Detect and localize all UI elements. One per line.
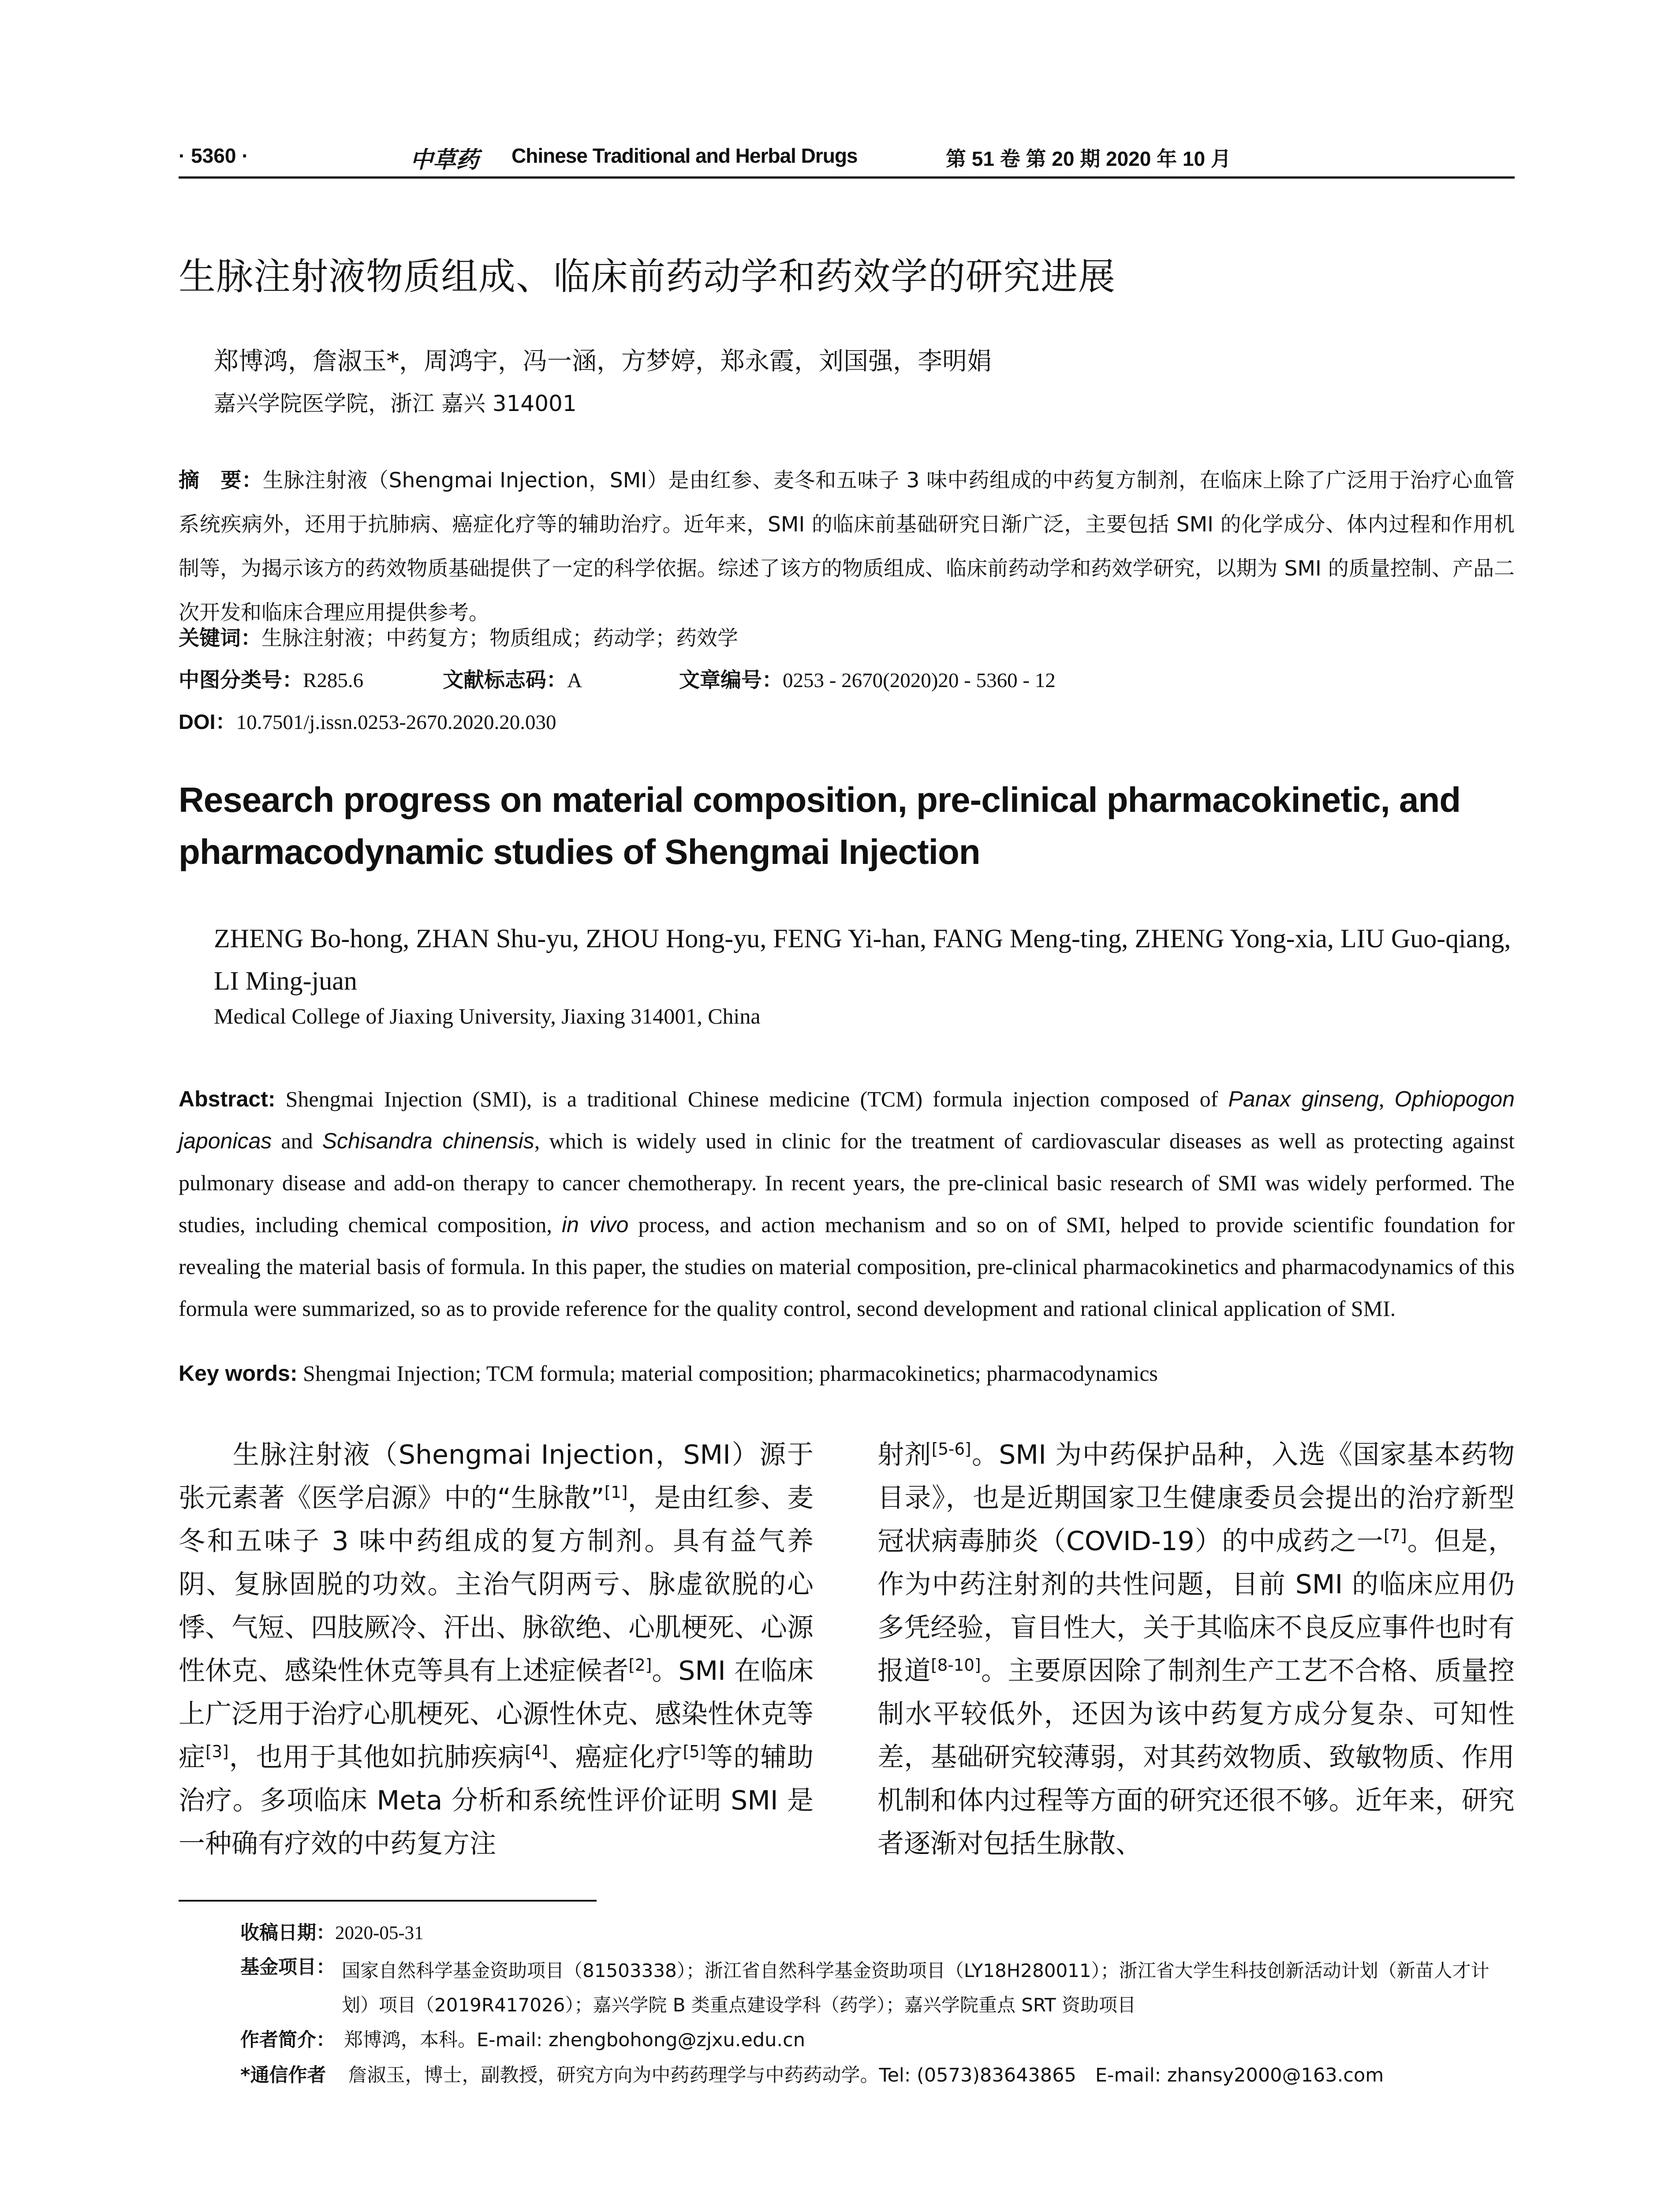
received-label: 收稿日期： <box>240 1922 335 1944</box>
doi-line <box>179 706 556 735</box>
species-panax: Panax ginseng <box>1228 1087 1379 1111</box>
abstract-en-part3: process, and action mechanism and so on of SMI, helped to provide scientific foundation for revealing the material basis of formula. In this paper, the studies on material composition, pre-clinical pharmacokinetics and pharmacodynamics of this formula were summarized, so as to provide reference for the quality control, second development and rational clinical application of SMI. <box>179 1212 1515 1321</box>
author-bio-label: 作者简介： <box>240 2029 335 2051</box>
running-header <box>179 140 1515 176</box>
abstract-en-sep: , <box>1378 1087 1385 1111</box>
body-column-left <box>179 1433 814 1865</box>
keywords-en-text: Shengmai Injection; TCM formula; material composition; pharmacokinetics; pharmacodynamics <box>303 1361 1158 1386</box>
keywords-en <box>179 1360 1158 1386</box>
header-rule <box>179 176 1515 179</box>
authors-en: ZHENG Bo-hong, ZHAN Shu-yu, ZHOU Hong-yu, FENG Yi-han, FANG Meng-ting, ZHENG Yong-xia, LIU Guo-qiang, LI Ming-juan <box>214 924 1511 995</box>
author-bio-value: 郑博鸿，本科。E-mail: zhengbohong@zjxu.edu.cn <box>344 2029 805 2051</box>
journal-name: Chinese Traditional and Herbal Drugs <box>511 144 858 167</box>
affiliation-cn: 嘉兴学院医学院，浙江 嘉兴 314001 <box>214 391 577 416</box>
body-right-s2: 。SMI 为中药保护品种，入选《国家基本药物目录》，也是近期国家卫生健康委员会提出的治疗新型冠状病毒肺炎（COVID-19）的中成药之一 <box>877 1439 1515 1557</box>
keywords-cn-label: 关键词： <box>179 626 261 650</box>
clc-label: 中图分类号： <box>179 668 303 692</box>
issue-info: 第 51 卷 第 20 期 2020 年 10 月 <box>946 147 1231 170</box>
doc-code-label: 文献标志码： <box>443 668 567 692</box>
footnote-corresponding <box>240 2062 1384 2089</box>
body-left-s5: 、癌症化疗 <box>548 1742 683 1773</box>
body-right-s4: 。主要原因除了制剂生产工艺不合格、质量控制水平较低外，还因为该中药复方成分复杂、可知性差，基础研究较薄弱，对其药效物质、致敏物质、作用机制和体内过程等方面的研究还很不够。近年来，研究者逐渐对包括生脉散、 <box>877 1656 1515 1859</box>
article-no-value: 0253 - 2670(2020)20 - 5360 - 12 <box>782 669 1056 692</box>
citation-5: [5] <box>683 1742 706 1761</box>
body-right-s3: 。但是，作为中药注射剂的共性问题，目前 SMI 的临床应用仍多凭经验，盲目性大，关于其临床不良反应事件也时有报道 <box>877 1526 1515 1686</box>
footnote-funding <box>240 1954 1515 2022</box>
citation-4: [4] <box>525 1742 548 1761</box>
body-right-s1: 射剂 <box>877 1439 932 1470</box>
body-left-s3: 。SMI 在临床上广泛用于治疗心肌梗死、心源性休克、感染性休克等症 <box>179 1656 814 1773</box>
footnote-received <box>240 1919 424 1947</box>
abstract-en-part2: , which is widely used in clinic for the treatment of cardiovascular diseases as well as protecting against pulmonary disease and add-on therapy to cancer chemotherapy. In recent years, the pre-clinical basic research of SMI was widely performed. The studies, including chemical composition, <box>179 1129 1515 1237</box>
body-left-s4: ，也用于其他如抗肺疾病 <box>228 1742 525 1773</box>
abstract-en <box>179 1078 1515 1330</box>
citation-3: [3] <box>205 1742 229 1761</box>
classification-line <box>179 664 1056 693</box>
footnote-author <box>240 2026 805 2054</box>
abstract-cn-label: 摘 要： <box>179 468 263 493</box>
abstract-cn-text: 生脉注射液（Shengmai Injection，SMI）是由红参、麦冬和五味子 3 味中药组成的中药复方制剂，在临床上除了广泛用于治疗心血管系统疾病外，还用于抗肺病、癌症化疗等的辅助治疗。近年来，SMI 的临床前基础研究日渐广泛，主要包括 SMI 的化学成分、体内过程和作用机制等，为揭示该方的药效物质基础提供了一定的科学依据。综述了该方的物质组成、临床前药动学和药效学研究，以期为 SMI 的质量控制、产品二次开发和临床合理应用提供参考。 <box>179 468 1515 625</box>
species-schisandra: Schisandra chinensis <box>322 1129 534 1153</box>
citation-1: [1] <box>604 1482 628 1502</box>
received-value: 2020-05-31 <box>335 1923 424 1943</box>
affiliation-en: Medical College of Jiaxing University, Jiaxing 314001, China <box>214 1004 761 1028</box>
body-left-s2: ，是由红参、麦冬和五味子 3 味中药组成的复方制剂。具有益气养阴、复脉固脱的功效。主治气阴两亏、脉虚欲脱的心悸、气短、四肢厥冷、汗出、脉欲绝、心肌梗死、心源性休克、感染性休克等具有上述症候者 <box>179 1483 814 1686</box>
body-left-s6: 等的辅助治疗。多项临床 Meta 分析和系统性评价证明 SMI 是一种确有疗效的中药复方注 <box>179 1742 814 1859</box>
funding-value: 国家自然科学基金资助项目（81503338）；浙江省自然科学基金资助项目（LY18H280011）；浙江省大学生科技创新活动计划（新苗人才计划）项目（2019R417026）；嘉兴学院 B 类重点建设学科（药学）；嘉兴学院重点 SRT 资助项目 <box>342 1960 1490 2016</box>
corresponding-label: *通信作者 <box>240 2064 326 2086</box>
authors-cn: 郑博鸿，詹淑玉*，周鸿宇，冯一涵，方梦婷，郑永霞，刘国强，李明娟 <box>214 347 992 376</box>
citation-7: [7] <box>1383 1525 1407 1545</box>
clc-value: R285.6 <box>303 669 364 692</box>
doc-code-value: A <box>567 669 582 692</box>
keywords-en-label: Key words: <box>179 1361 298 1386</box>
article-no-label: 文章编号： <box>679 668 783 692</box>
citation-5-6: [5-6] <box>931 1439 971 1459</box>
funding-label: 基金项目： <box>240 1956 335 1978</box>
corresponding-value: 詹淑玉，博士，副教授，研究方向为中药药理学与中药药动学。Tel: (0573)83643865 E-mail: zhansy2000@163.com <box>348 2064 1384 2086</box>
abstract-en-label: Abstract: <box>179 1087 276 1111</box>
page-number: · 5360 · <box>179 144 249 167</box>
abstract-cn <box>179 459 1515 635</box>
title-cn: 生脉注射液物质组成、临床前药动学和药效学的研究进展 <box>179 255 1116 298</box>
citation-8-10: [8-10] <box>931 1655 981 1675</box>
abstract-en-part1: Shengmai Injection (SMI), is a traditional Chinese medicine (TCM) formula injection composed of <box>285 1087 1218 1111</box>
title-en: Research progress on material composition, pre-clinical pharmacokinetic, and pharmacodynamic studies of Shengmai Injection <box>179 780 1461 871</box>
footnote-rule <box>179 1900 597 1902</box>
keywords-cn-text: 生脉注射液；中药复方；物质组成；药动学；药效学 <box>261 626 738 650</box>
body-column-right <box>877 1433 1515 1865</box>
keywords-cn <box>179 622 738 651</box>
citation-2: [2] <box>628 1655 652 1675</box>
journal-logo: 中草药 <box>410 146 479 173</box>
doi-label: DOI： <box>179 710 236 733</box>
in-vivo-term: in vivo <box>562 1212 629 1237</box>
body-left-s1: 生脉注射液（Shengmai Injection，SMI）源于张元素著《医学启源》中的“生脉散” <box>179 1439 814 1514</box>
abstract-en-and: and <box>281 1129 313 1153</box>
species-ophiopogon: Ophiopogon japonicas <box>179 1087 1515 1153</box>
doi-value: 10.7501/j.issn.0253-2670.2020.20.030 <box>236 711 556 734</box>
